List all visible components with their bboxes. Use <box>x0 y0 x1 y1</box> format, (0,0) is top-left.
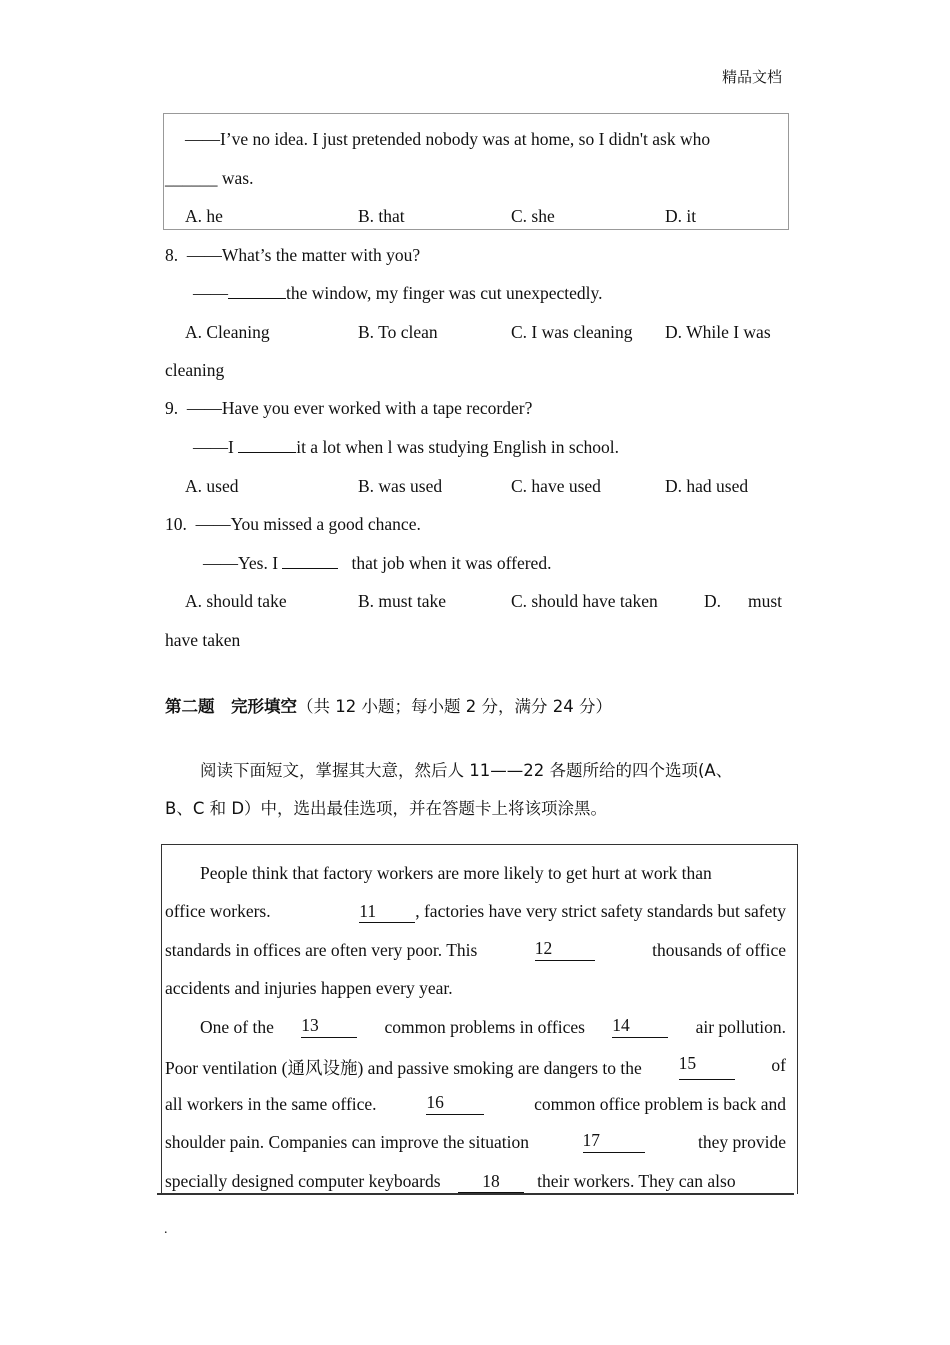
q8-question-text: ——What’s the matter with you? <box>186 245 421 265</box>
q8-option-d: D. While I was <box>665 322 771 342</box>
q8-reply-prefix: —— <box>193 283 228 303</box>
q7-line2-rest: was. <box>217 168 254 188</box>
q10-option-b: B. must take <box>358 591 446 611</box>
q10-question <box>165 514 421 535</box>
passage-box-bottom-rule <box>157 1193 794 1195</box>
section-2-instruction-2: B、C 和 D）中，选出最佳选项，并在答题卡上将该项涂黑。 <box>165 799 608 818</box>
q9-question-text: ——Have you ever worked with a tape recorder? <box>186 398 533 418</box>
q7-option-c: C. she <box>511 206 555 226</box>
q10-question-text: ——You missed a good chance. <box>195 514 421 534</box>
passage-line-6 <box>165 1055 786 1080</box>
section-2-title: 第二题 完形填空 <box>165 697 297 716</box>
q9-option-d: D. had used <box>665 476 749 496</box>
q7-line1: ——I’ve no idea. I just pretended nobody was at home, so I didn't ask who <box>185 129 711 149</box>
q8-question <box>165 245 420 266</box>
blank-13: 13 <box>301 1017 357 1038</box>
passage-line-9 <box>165 1171 736 1193</box>
q8-option-b: B. To clean <box>358 322 438 342</box>
q10-reply-rest: that job when it was offered. <box>351 553 552 573</box>
q10-reply <box>203 553 551 574</box>
q8-option-c: C. I was cleaning <box>511 322 633 342</box>
section-2-heading <box>165 693 612 717</box>
passage-text: shoulder pain. Companies can improve the situation <box>165 1132 530 1152</box>
q7-option-d: D. it <box>665 206 697 226</box>
q8-reply <box>193 283 603 304</box>
footer-dot: . <box>164 1222 168 1237</box>
header-watermark: 精品文档 <box>722 68 783 86</box>
passage-text: all workers in the same office. <box>165 1094 377 1114</box>
blank-11: 11 <box>359 903 415 923</box>
q9-question <box>165 398 532 419</box>
passage-line-2 <box>165 901 786 923</box>
q10-option-c: C. should have taken <box>511 591 658 611</box>
q9-option-c: C. have used <box>511 476 601 496</box>
q10-reply-prefix: ——Yes. I <box>203 553 279 573</box>
passage-text: their workers. They can also <box>537 1171 736 1191</box>
q10-option-a: A. should take <box>185 591 287 611</box>
q9-option-b: B. was used <box>358 476 443 496</box>
q7-blank: ______ <box>165 168 218 188</box>
q10-option-d-wrap: have taken <box>165 630 241 650</box>
blank-14: 14 <box>612 1017 668 1038</box>
q8-option-a: A. Cleaning <box>185 322 270 342</box>
passage-line-4: accidents and injuries happen every year. <box>165 978 453 998</box>
q9-reply <box>193 437 619 458</box>
passage-text: common office problem is back and <box>534 1094 786 1114</box>
passage-text: of <box>771 1055 786 1075</box>
q9-option-a: A. used <box>185 476 239 496</box>
section-2-subtitle: （共 12 小题；每小题 2 分，满分 24 分） <box>297 697 612 716</box>
q8-option-d-wrap: cleaning <box>165 360 225 380</box>
passage-text: common problems in offices <box>384 1017 585 1037</box>
q10-number: 10. <box>165 514 187 534</box>
passage-line-5 <box>200 1017 786 1038</box>
q8-reply-rest: the window, my finger was cut unexpectedly. <box>286 283 603 303</box>
q7-option-a: A. he <box>185 206 223 226</box>
q8-blank <box>228 297 286 299</box>
passage-text: One of the <box>200 1017 274 1037</box>
passage-text: office workers. <box>165 901 271 921</box>
blank-18: 18 <box>458 1173 524 1193</box>
q9-reply-rest: it a lot when l was studying English in school. <box>296 437 619 457</box>
q9-reply-prefix: ——I <box>193 437 234 457</box>
blank-15: 15 <box>679 1055 735 1080</box>
passage-text: they provide <box>698 1132 786 1152</box>
passage-text: standards in offices are often very poor. This <box>165 940 478 960</box>
section-2-instruction-1: 阅读下面短文，掌握其大意，然后人 11——22 各题所给的四个选项(A、 <box>200 761 733 780</box>
q8-number: 8. <box>165 245 179 265</box>
blank-12: 12 <box>535 940 595 961</box>
passage-text: , factories have very strict safety standards but safety <box>415 901 786 921</box>
blank-17: 17 <box>583 1132 645 1153</box>
passage-line-7 <box>165 1094 786 1115</box>
passage-text: thousands of office <box>652 940 786 960</box>
q9-number: 9. <box>165 398 179 418</box>
passage-line-8 <box>165 1132 786 1153</box>
q10-blank <box>282 567 338 569</box>
q7-option-b: B. that <box>358 206 405 226</box>
passage-line-3 <box>165 940 786 961</box>
passage-text: Poor ventilation (通风设施) and passive smoking are dangers to the <box>165 1058 642 1078</box>
q9-blank <box>238 451 296 453</box>
blank-16: 16 <box>426 1094 484 1115</box>
q10-option-d-word: must <box>748 591 783 611</box>
passage-text: specially designed computer keyboards <box>165 1171 441 1191</box>
passage-text: air pollution. <box>695 1017 786 1037</box>
passage-line-1: People think that factory workers are more likely to get hurt at work than <box>200 863 712 883</box>
q7-line2 <box>165 168 253 189</box>
q10-option-d: D. <box>704 591 722 611</box>
